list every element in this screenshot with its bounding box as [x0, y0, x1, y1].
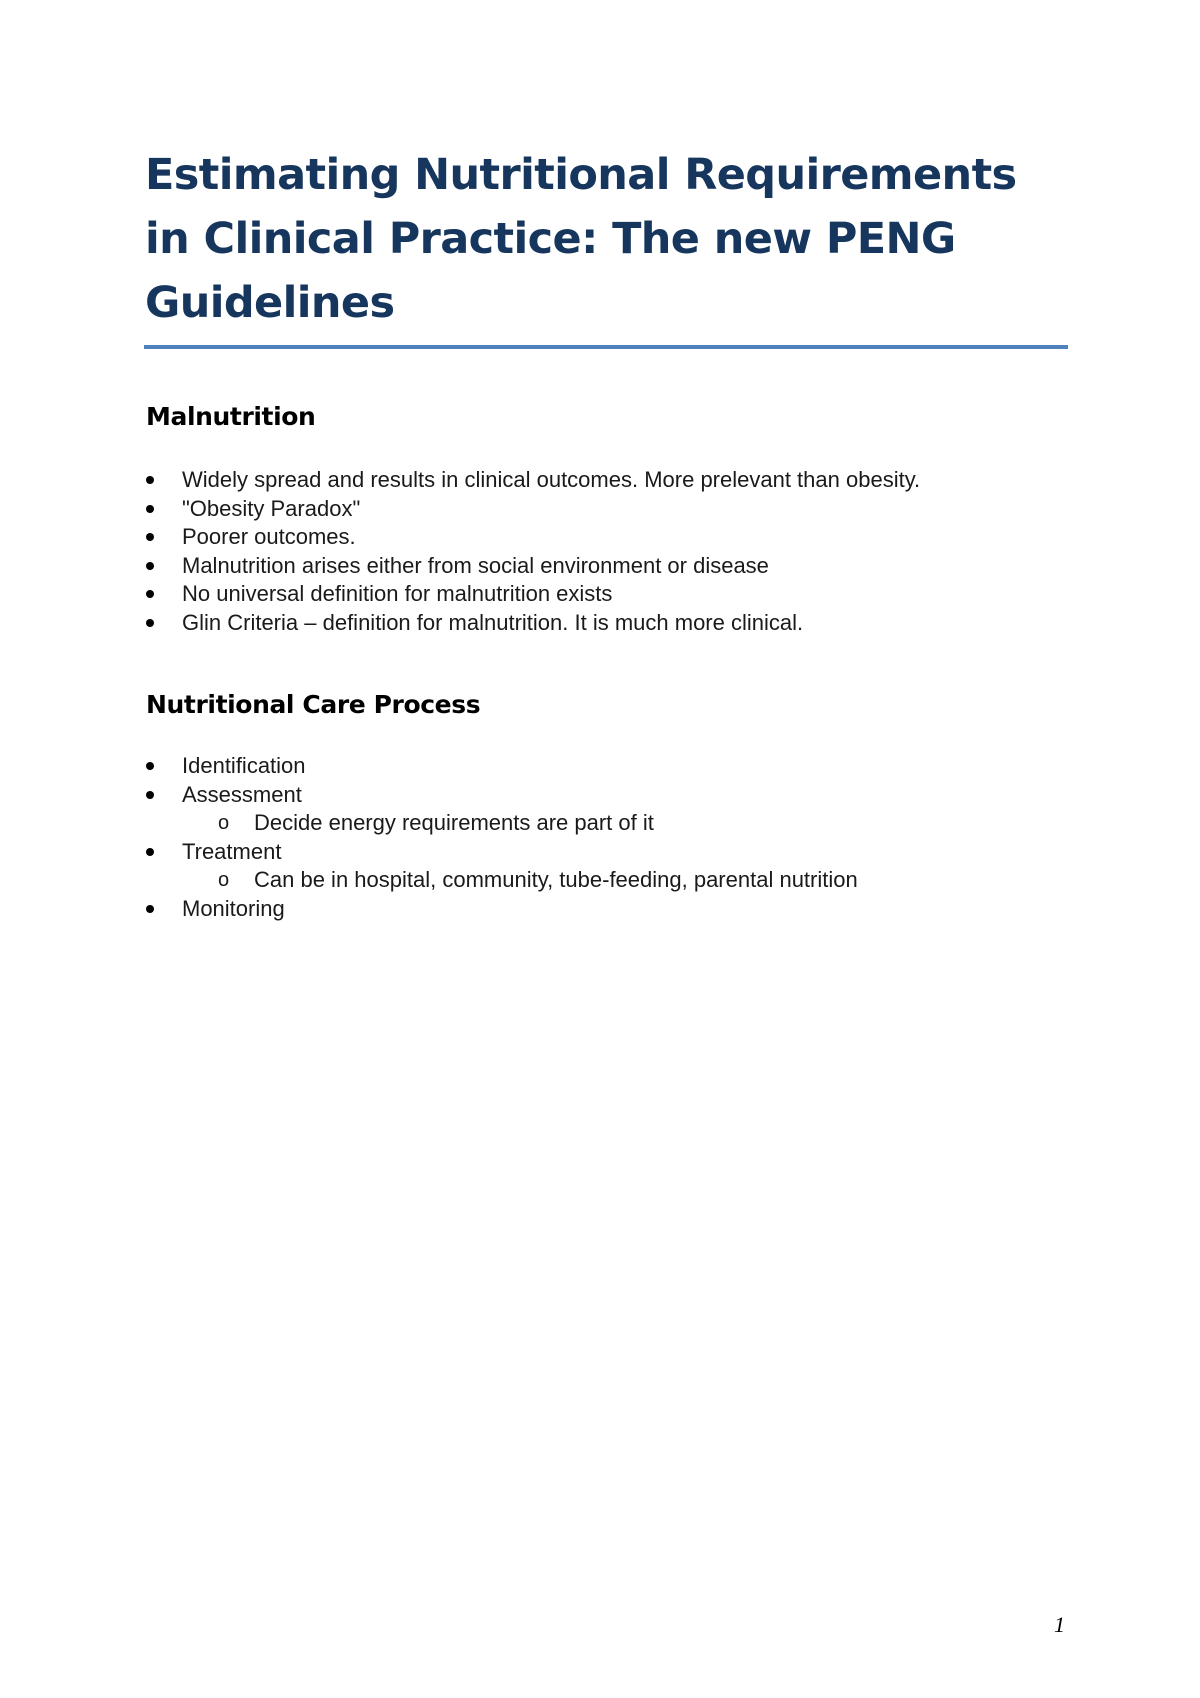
- list-item-text: Malnutrition arises either from social environment or disease: [182, 552, 769, 578]
- hollow-bullet-icon: o: [218, 869, 230, 891]
- list-item-text: Widely spread and results in clinical outcomes. More prelevant than obesity.: [182, 467, 921, 492]
- list-item-text: Poorer outcomes.: [182, 524, 356, 549]
- bullet-icon: [146, 905, 154, 913]
- section-heading-malnutrition: Malnutrition: [146, 402, 316, 431]
- sub-list-item: [146, 866, 1096, 895]
- title-underline-rule: [144, 345, 1068, 349]
- list-item: [146, 495, 1096, 524]
- document-title: Estimating Nutritional Requirements in Clinical Practice: The new PENG Guidelines: [145, 150, 1017, 328]
- list-item-text: Glin Criteria – definition for malnutrition. It is much more clinical.: [182, 609, 804, 635]
- list-item: [146, 781, 1096, 810]
- list-item-text: "Obesity Paradox": [182, 495, 361, 521]
- bullet-icon: [146, 562, 154, 570]
- sub-list-item: [146, 809, 1096, 838]
- list-item: [146, 552, 1096, 581]
- section-heading-nutritional-care-process: Nutritional Care Process: [146, 690, 481, 719]
- bullet-icon: [146, 505, 154, 513]
- list-item: [146, 838, 1096, 867]
- bullet-icon: [146, 791, 154, 799]
- list-item-text: Identification: [182, 753, 306, 778]
- page-number: 1: [1054, 1612, 1065, 1637]
- list-item-text: Monitoring: [182, 895, 285, 921]
- list-item-text: No universal definition for malnutrition exists: [182, 581, 613, 606]
- bullet-icon: [146, 533, 154, 541]
- list-item: [146, 523, 1096, 552]
- list-item: [146, 895, 1096, 924]
- list-item-text: Treatment: [182, 838, 282, 864]
- bullet-icon: [146, 848, 154, 856]
- list-item: [146, 580, 1096, 609]
- care-process-bullet-list: [146, 752, 1096, 923]
- bullet-icon: [146, 762, 154, 770]
- malnutrition-bullet-list: [146, 466, 1096, 637]
- sub-list-item-text: Decide energy requirements are part of it: [254, 810, 654, 835]
- list-item-text: Assessment: [182, 781, 302, 807]
- bullet-icon: [146, 590, 154, 598]
- list-item: [146, 752, 1096, 781]
- hollow-bullet-icon: o: [218, 812, 230, 834]
- bullet-icon: [146, 476, 154, 484]
- list-item: [146, 609, 1096, 638]
- bullet-icon: [146, 619, 154, 627]
- list-item: [146, 466, 1096, 495]
- sub-list-item-text: Can be in hospital, community, tube-feeding, parental nutrition: [254, 867, 858, 892]
